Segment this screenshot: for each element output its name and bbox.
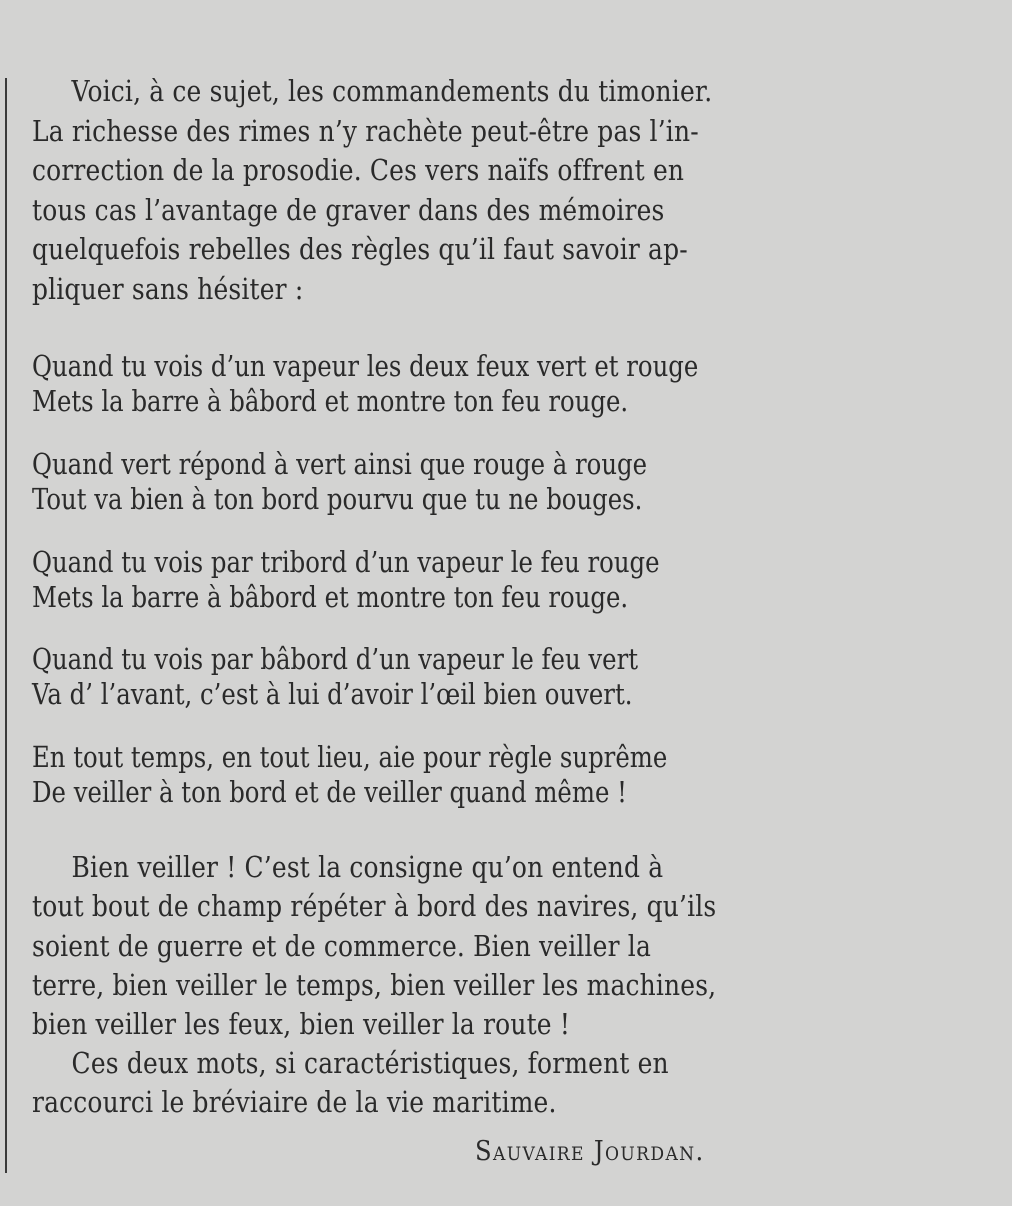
closing-paragraph — [32, 848, 1012, 1044]
text-line: tout bout de champ répéter à bord des navires, qu’ils — [32, 889, 717, 924]
verse-line: Quand tu vois par bâbord d’un vapeur le feu vert — [32, 642, 639, 676]
verse-line: Quand tu vois par tribord d’un vapeur le feu rouge — [32, 545, 660, 579]
text-line: terre, bien veiller le temps, bien veiller les machines, — [32, 967, 717, 1002]
text-line: Bien veiller ! C’est la consigne qu’on entend à — [71, 850, 664, 884]
verse-line: Quand tu vois d’un vapeur les deux feux vert et rouge — [32, 349, 699, 383]
verse-line: Tout va bien à ton bord pourvu que tu ne bouges. — [32, 482, 643, 516]
verse-line: En tout temps, en tout lieu, aie pour règle suprême — [32, 740, 668, 774]
text-line: tous cas l’avantage de graver dans des mémoires — [32, 192, 665, 227]
intro-paragraph — [32, 72, 1012, 310]
text-line: Voici, à ce sujet, les commandements du timonier. — [71, 74, 713, 108]
poem-stanza — [32, 545, 660, 615]
poem-stanza — [32, 642, 638, 712]
text-line: bien veiller les feux, bien veiller la route ! — [32, 1007, 571, 1042]
verse-line: Quand vert répond à vert ainsi que rouge à rouge — [32, 447, 648, 481]
poem-stanza — [32, 740, 667, 810]
margin-rule — [5, 78, 7, 1173]
verse-line: Va d’ l’avant, c’est à lui d’avoir l’œil bien ouvert. — [32, 677, 633, 711]
text-line: raccourci le bréviaire de la vie maritime. — [32, 1085, 557, 1120]
text-line: soient de guerre et de commerce. Bien veiller la — [32, 928, 651, 963]
poem-stanza — [32, 447, 647, 517]
poem-stanza — [32, 349, 698, 419]
text-line: pliquer sans hésiter : — [32, 271, 304, 306]
text-line: Ces deux mots, si caractéristiques, forment en — [71, 1046, 669, 1080]
verse-line: De veiller à ton bord et de veiller quand même ! — [32, 775, 627, 809]
text-line: correction de la prosodie. Ces vers naïfs offrent en — [32, 153, 685, 188]
verse-line: Mets la barre à bâbord et montre ton feu rouge. — [32, 580, 629, 614]
closing-paragraph — [32, 1044, 1012, 1123]
verse-line: Mets la barre à bâbord et montre ton feu rouge. — [32, 384, 629, 418]
text-line: La richesse des rimes n’y rachète peut-être pas l’in- — [32, 113, 699, 148]
author-signature: Sauvaire Jourdan. — [475, 1136, 705, 1167]
text-line: quelquefois rebelles des règles qu’il faut savoir ap- — [32, 232, 688, 267]
